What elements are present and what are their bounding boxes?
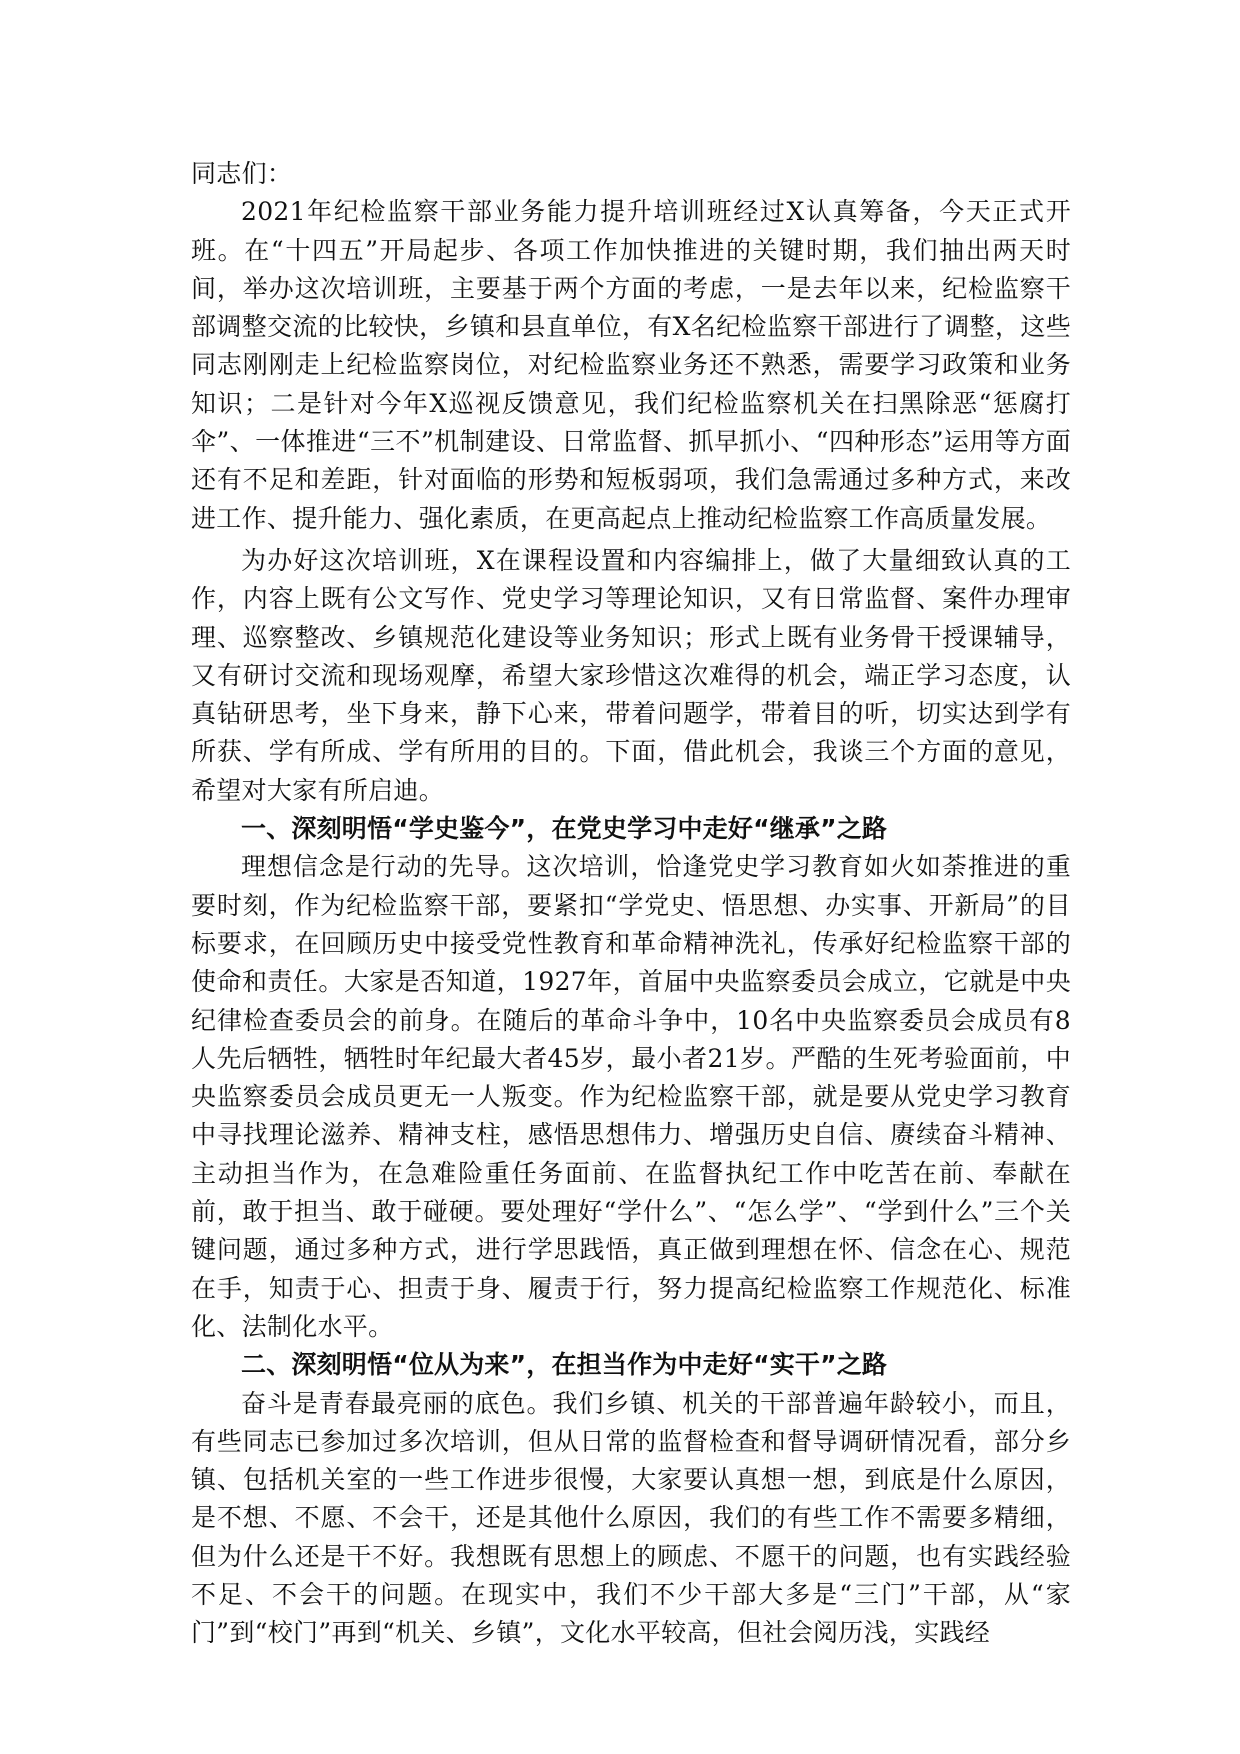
salutation: 同志们： [191,159,293,188]
paragraph-opening: 2021年纪检监察干部业务能力提升培训班经过X认真筹备，今天正式开班。在“十四五”开局起步、各项工作加快推进的关键时期，我们抽出两天时间，举办这次培训班，主要基于两个方面的考虑，一是去年以来，纪检监察干部调整交流的比较快，乡镇和县直单位，有X名纪检监察干部进行了调整，这些同志刚刚走上纪检监察岗位，对纪检监察业务还不熟悉，需要学习政策和业务知识；二是针对今年X巡视反馈意见，我们纪检监察机关在扫黑除恶“惩腐打伞”、一体推进“三不”机制建设、日常监督、抓早抓小、“四种形态”运用等方面还有不足和差距，针对面临的形势和短板弱项，我们急需通过多种方式，来改进工作、提升能力、强化素质，在更高起点上推动纪检监察工作高质量发展。 [191,197,1071,533]
paragraph-training-arrangement: 为办好这次培训班，X在课程设置和内容编排上，做了大量细致认真的工作，内容上既有公文写作、党史学习等理论知识，又有日常监督、案件办理审理、巡察整改、乡镇规范化建设等业务知识；形式上既有业务骨干授课辅导，又有研讨交流和现场观摩，希望大家珍惜这次难得的机会，端正学习态度，认真钻研思考，坐下身来，静下心来，带着问题学，带着目的听，切实达到学有所获、学有所成、学有所用的目的。下面，借此机会，我谈三个方面的意见，希望对大家有所启迪。 [191,545,1071,805]
document-body [191,155,1071,1653]
section-body-1: 理想信念是行动的先导。这次培训，恰逢党史学习教育如火如荼推进的重要时刻，作为纪检监察干部，要紧扣“学党史、悟思想、办实事、开新局”的目标要求，在回顾历史中接受党性教育和革命精神洗礼，传承好纪检监察干部的使命和责任。大家是否知道，1927年，首届中央监察委员会成立，它就是中央纪律检查委员会的前身。在随后的革命斗争中，10名中央监察委员会成员有8人先后牺牲，牺牲时年纪最大者45岁，最小者21岁。严酷的生死考验面前，中央监察委员会成员更无一人叛变。作为纪检监察干部，就是要从党史学习教育中寻找理论滋养、精神支柱，感悟思想伟力、增强历史自信、赓续奋斗精神、主动担当作为，在急难险重任务面前、在监督执纪工作中吃苦在前、奉献在前，敢于担当、敢于碰硬。要处理好“学什么”、“怎么学”、“学到什么”三个关键问题，通过多种方式，进行学思践悟，真正做到理想在怀、信念在心、规范在手，知责于心、担责于身、履责于行，努力提高纪检监察工作规范化、标准化、法制化水平。 [191,852,1071,1341]
section-heading-1: 一、深刻明悟“学史鉴今”，在党史学习中走好“继承”之路 [241,814,888,844]
section-body-2: 奋斗是青春最亮丽的底色。我们乡镇、机关的干部普遍年龄较小，而且，有些同志已参加过多次培训，但从日常的监督检查和督导调研情况看，部分乡镇、包括机关室的一些工作进步很慢，大家要认真想一想，到底是什么原因，是不想、不愿、不会干，还是其他什么原因，我们的有些工作不需要多精细，但为什么还是干不好。我想既有思想上的顾虑、不愿干的问题，也有实践经验不足、不会干的问题。在现实中，我们不少干部大多是“三门”干部，从“家门”到“校门”再到“机关、乡镇”，文化水平较高，但社会阅历浅，实践经 [191,1388,1071,1648]
section-heading-2: 二、深刻明悟“位从为来”，在担当作为中走好“实干”之路 [241,1350,888,1380]
